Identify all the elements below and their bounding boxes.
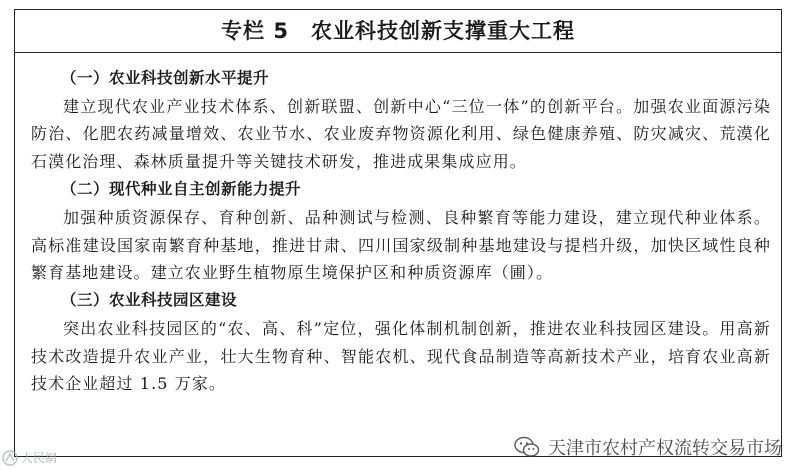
- section-heading-3: （三）农业科技园区建设: [61, 291, 238, 310]
- wechat-account-name: 天津市农村产权流转交易市场: [548, 438, 782, 459]
- source-watermark-text: 人民網: [21, 451, 58, 465]
- section-body-3: 突出农业科技园区的“农、高、科”定位，强化体制机制创新，推进农业科技园区建设。用高新技术改造提升农业产业，壮大生物育种、智能农机、现代食品制造等高新技术产业，培育农业高新技术企业超过 1.5 万家。: [31, 319, 771, 394]
- section-heading-1: （一）农业科技创新水平提升: [61, 69, 270, 87]
- box-title-tag: 专栏 5: [221, 19, 289, 43]
- wechat-icon: [514, 436, 540, 458]
- box-content: [31, 64, 771, 398]
- source-watermark: [2, 449, 57, 466]
- box-title: [15, 10, 781, 53]
- section-body-2: 加强种质资源保存、育种创新、品种测试与检测、良种繁育等能力建设，建立现代种业体系。高标准建设国家南繁育种基地，推进甘肃、四川国家级制种基地建设与提档升级，加快区域性良种繁育基地建设。建立农业野生植物原生境保护区和种质资源库（圃）。: [31, 208, 771, 283]
- section-body-1: 建立现代农业产业技术体系、创新联盟、创新中心“三位一体”的创新平台。加强农业面源污染防治、化肥农药减量增效、农业节水、农业废弃物资源化利用、绿色健康养殖、防灾减灾、荒漠化石漠化治理、森林质量提升等关键技术研发，推进成果集成应用。: [31, 97, 771, 171]
- feature-box: [14, 9, 782, 457]
- box-title-text: 农业科技创新支撑重大工程: [310, 19, 575, 43]
- wechat-watermark: [514, 434, 782, 460]
- section-heading-2: （二）现代种业自主创新能力提升: [61, 180, 302, 199]
- people-logo-icon: [2, 450, 18, 466]
